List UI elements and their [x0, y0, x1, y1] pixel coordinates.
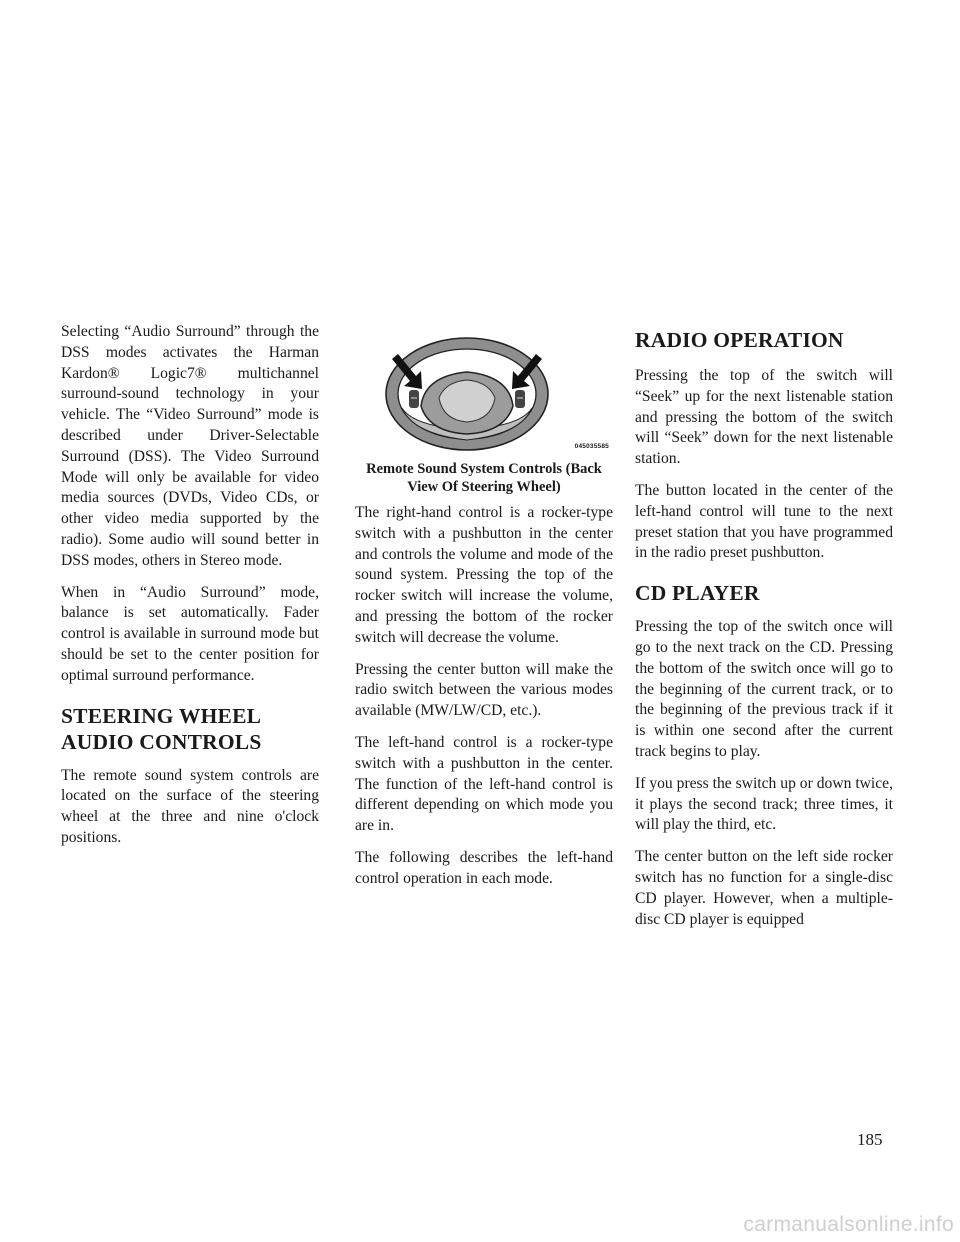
- watermark: carmanualsonline.info: [743, 1213, 954, 1236]
- page-number: 185: [857, 1130, 883, 1149]
- right-control: [515, 390, 525, 408]
- figure-caption: Remote Sound System Controls (Back View Of Steering Wheel): [366, 461, 602, 495]
- column-right: [635, 322, 893, 941]
- column-left: [61, 322, 319, 860]
- paragraph-cd-center-button: The center button on the left side rocker switch has no function for a single-disc CD player. However, when a multiple-disc CD player is equipped: [635, 848, 893, 928]
- column-middle: [355, 322, 613, 901]
- heading-cd-player: CD PLAYER: [635, 581, 760, 606]
- paragraph-following: The following describes the left-hand control operation in each mode.: [355, 848, 613, 887]
- figure-id: 045035585: [574, 443, 609, 450]
- paragraph-audio-surround: Selecting “Audio Surround” through the DSS modes activates the Harman Kardon® Logic7® multichannel surround-sound technology in your vehicle. The “Video Surround” mode is described under Driver-Selectable Surround (DSS). The Video Surround Mode will only be available for video media sources (DVDs, Video CDs, or other video media supported by the radio). Some audio will sound better in DSS modes, others in Stereo mode.: [61, 323, 319, 569]
- heading-radio-operation: RADIO OPERATION: [635, 328, 844, 352]
- paragraph-cd-track: Pressing the top of the switch once will go to the next track on the CD. Pressing the bottom of the switch once will go to the beginning of the current track, or to the beginning of the previous track if it is within one second after the current track begins to play.: [635, 618, 893, 760]
- steering-wheel-illustration: [355, 336, 613, 458]
- steering-wheel-figure: [355, 336, 613, 458]
- paragraph-balance: When in “Audio Surround” mode, balance is set automatically. Fader control is available in surround mode but should be set to the center position for optimal surround performance.: [61, 583, 319, 684]
- left-control: [409, 390, 419, 408]
- paragraph-seek: Pressing the top of the switch will “Seek” up for the next listenable station and pressing the bottom of the switch will “Seek” down for the next listenable station.: [635, 367, 893, 468]
- paragraph-left-hand-control: The left-hand control is a rocker-type switch with a pushbutton in the center. The function of the left-hand control is different depending on which mode you are in.: [355, 733, 613, 835]
- paragraph-center-button: Pressing the center button will make the radio switch between the various modes available (MW/LW/CD, etc.).: [355, 660, 613, 720]
- heading-steering-wheel-audio-controls: STEERING WHEEL AUDIO CONTROLS: [61, 703, 262, 754]
- paragraph-preset: The button located in the center of the left-hand control will tune to the next preset station that you have programmed in the radio preset pushbutton.: [635, 481, 893, 562]
- paragraph-cd-twice: If you press the switch up or down twice, it plays the second track; three times, it will play the third, etc.: [635, 774, 893, 834]
- paragraph-remote-controls-location: The remote sound system controls are located on the surface of the steering wheel at the three and nine o'clock positions.: [61, 766, 319, 846]
- paragraph-right-hand-control: The right-hand control is a rocker-type switch with a pushbutton in the center and controls the volume and mode of the sound system. Pressing the top of the rocker switch will increase the volume, and pressing the bottom of the rocker switch will decrease the volume.: [355, 504, 613, 646]
